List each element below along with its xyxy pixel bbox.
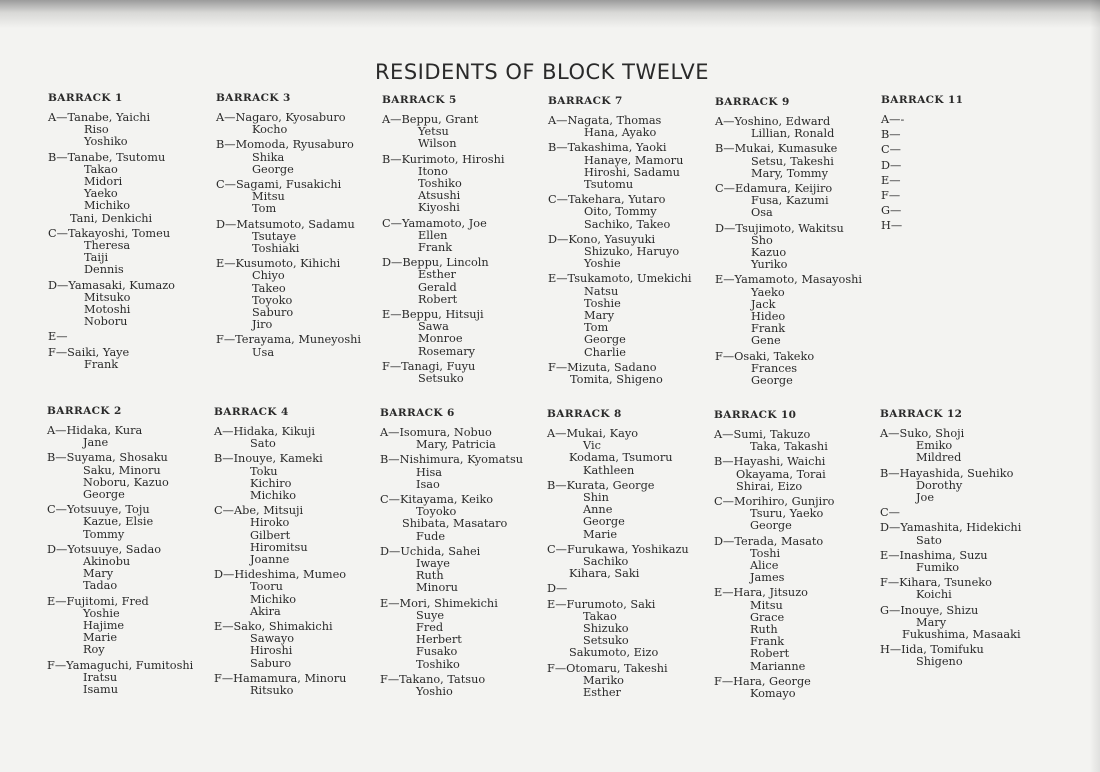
unit-entry: E—Hara, Jitsuzo [714, 586, 808, 600]
unit-entry: A—Beppu, Grant [382, 113, 479, 126]
resident-name: Isamu [83, 683, 118, 697]
resident-name: Esther [583, 686, 621, 700]
resident-name: Toshi [750, 546, 781, 560]
unit-entry: E—Inashima, Suzu [880, 548, 988, 562]
barrack-heading: BARRACK 8 [547, 408, 622, 420]
resident-name: Herbert [416, 633, 462, 647]
unit-entry: B—Kurimoto, Hiroshi [382, 152, 505, 166]
resident-name: Michiko [250, 592, 297, 606]
resident-name: Takeo [252, 281, 286, 295]
resident-name: Fred [416, 621, 444, 635]
resident-name: Joanne [250, 553, 290, 567]
unit-entry: F—Otomaru, Takeshi [547, 661, 668, 675]
unit-entry: E—Mori, Shimekichi [380, 596, 498, 610]
resident-name: Anne [583, 503, 613, 517]
unit-entry: A—Yoshino, Edward [715, 115, 831, 128]
resident-name: Yuriko [751, 258, 788, 272]
barrack-heading: BARRACK 1 [48, 92, 123, 104]
unit-entry: D—Yamashita, Hidekichi [880, 521, 1022, 535]
page-top-shadow [0, 0, 1100, 28]
resident-name: Marie [83, 631, 118, 645]
resident-name: Marianne [750, 659, 806, 673]
unit-entry: D—Matsumoto, Sadamu [216, 217, 355, 231]
unit-entry: E—Tsukamoto, Umekichi [548, 272, 692, 286]
barrack-heading: BARRACK 11 [881, 94, 964, 106]
resident-name: Esther [418, 268, 456, 282]
resident-name: Setsuko [418, 372, 464, 386]
resident-name: Yetsu [418, 125, 449, 139]
resident-name: Kazue, Elsie [83, 515, 154, 529]
barrack-column [548, 95, 716, 386]
unit-entry: F—Saiki, Yaye [48, 345, 130, 359]
unit-entry: D—Hideshima, Mumeo [214, 568, 347, 582]
resident-name: Sato [250, 437, 276, 451]
resident-name: Marie [583, 527, 618, 541]
unit-entry: F—Hamamura, Minoru [214, 671, 347, 685]
barrack-heading: BARRACK 7 [548, 95, 623, 107]
resident-name: Toyoko [416, 505, 457, 519]
resident-name: Sawayo [250, 632, 295, 646]
resident-name: Roy [83, 643, 105, 657]
resident-name: Tom [584, 321, 609, 335]
resident-name: Hideo [751, 310, 786, 324]
unit-entry: C—Takayoshi, Tomeu [48, 226, 171, 240]
unit-entry: B—Takashima, Yaoki [548, 141, 667, 155]
resident-name: Shizuko [583, 622, 629, 636]
resident-name: Alice [750, 559, 779, 573]
unit-entry: C—Furukawa, Yoshikazu [547, 542, 689, 556]
resident-name: Wilson [418, 137, 457, 151]
resident-name: Robert [418, 292, 458, 306]
resident-name: Hisa [416, 465, 442, 479]
resident-name: Yoshio [416, 685, 453, 699]
unit-entry: A—Isomura, Nobuo [380, 426, 492, 439]
resident-name: Taiji [84, 251, 109, 265]
unit-entry: D—Yamasaki, Kumazo [48, 278, 175, 292]
unit-entry: A—Tanabe, Yaichi [48, 111, 151, 124]
resident-name: Mary [584, 309, 615, 323]
resident-name: Gene [751, 334, 781, 348]
page-right-edge [1090, 0, 1100, 772]
unit-entry: C—Edamura, Keijiro [715, 182, 833, 196]
resident-name: Gerald [418, 280, 457, 294]
resident-name: George [252, 162, 294, 176]
resident-name: Sato [916, 533, 942, 547]
barrack-heading: BARRACK 10 [714, 409, 797, 421]
resident-name: Saburo [252, 306, 294, 320]
unit-entry: C—Sagami, Fusakichi [216, 178, 342, 192]
resident-name: Tsuru, Yaeko [750, 507, 824, 521]
resident-name: George [584, 333, 626, 347]
unit-entry: F—Yamaguchi, Fumitoshi [47, 658, 194, 672]
resident-name: George [751, 374, 793, 388]
unit-entry: E—Beppu, Hitsuji [382, 308, 484, 322]
unit-entry: A—Nagata, Thomas [548, 114, 662, 127]
resident-name: Kodama, Tsumoru [569, 451, 673, 465]
unit-entry: A—- [881, 113, 905, 126]
unit-entry: D— [547, 582, 568, 596]
unit-entry: B—Hayashida, Suehiko [880, 466, 1014, 480]
unit-entry: B—Mukai, Kumasuke [715, 142, 838, 156]
barrack-heading: BARRACK 9 [715, 96, 790, 108]
resident-name: Rosemary [418, 344, 476, 358]
resident-name: Shika [252, 150, 285, 164]
resident-name: Shigeno [916, 655, 963, 669]
resident-name: Michiko [250, 489, 297, 503]
resident-name: Mildred [916, 451, 962, 465]
unit-entry: F—Takano, Tatsuo [380, 672, 486, 686]
unit-entry: F— [881, 189, 901, 203]
barrack-heading: BARRACK 5 [382, 94, 457, 106]
resident-name: Emiko [916, 439, 953, 453]
unit-entry: D— [881, 158, 902, 172]
resident-name: Ruth [750, 623, 778, 637]
resident-name: Sachiko [583, 555, 629, 569]
resident-name: Kihara, Saki [569, 567, 640, 581]
resident-name: Toshiko [418, 177, 462, 191]
resident-name: Dorothy [916, 478, 963, 492]
unit-entry: F—Terayama, Muneyoshi [216, 333, 362, 347]
resident-name: Lillian, Ronald [751, 127, 835, 141]
resident-name: Hiroko [250, 516, 290, 530]
resident-name: Michiko [84, 199, 131, 213]
unit-entry: C—Takehara, Yutaro [548, 193, 666, 207]
resident-name: Joe [916, 491, 935, 505]
resident-name: Tooru [250, 580, 283, 594]
resident-name: Tani, Denkichi [70, 211, 153, 225]
resident-name: Koichi [916, 588, 952, 602]
resident-name: George [583, 515, 625, 529]
resident-name: Kathleen [583, 463, 635, 477]
unit-entry: C—Yamamoto, Joe [382, 216, 487, 230]
resident-name: Shibata, Masataro [402, 517, 508, 531]
resident-name: Takao [84, 162, 118, 176]
unit-entry: E—Furumoto, Saki [547, 597, 656, 611]
resident-name: Frank [751, 322, 786, 336]
barrack-heading: BARRACK 2 [47, 405, 122, 417]
resident-name: Mitsuko [84, 290, 131, 304]
unit-entry: C— [880, 506, 900, 520]
unit-entry: B—Suyama, Shosaku [47, 451, 168, 465]
resident-name: Fumiko [916, 561, 960, 575]
resident-name: Kichiro [250, 476, 292, 490]
unit-entry: E— [881, 173, 901, 187]
barrack-heading: BARRACK 6 [380, 407, 455, 419]
unit-entry: A—Sumi, Takuzo [714, 428, 811, 441]
resident-name: Robert [750, 647, 790, 661]
resident-name: Atsushi [418, 189, 461, 203]
unit-entry: C— [881, 143, 901, 157]
resident-name: Yaeko [84, 187, 118, 201]
resident-name: Toku [250, 464, 278, 478]
unit-entry: D—Beppu, Lincoln [382, 256, 489, 270]
resident-name: Tomita, Shigeno [570, 373, 663, 387]
resident-name: Theresa [84, 239, 131, 253]
resident-name: Noboru, Kazuo [83, 475, 169, 489]
resident-name: Jane [83, 436, 109, 450]
resident-name: Sakumoto, Eizo [569, 646, 659, 660]
resident-name: Toshiko [416, 657, 460, 671]
unit-entry: C—Kitayama, Keiko [380, 493, 494, 507]
page-title: RESIDENTS OF BLOCK TWELVE [374, 60, 710, 84]
resident-name: George [83, 488, 125, 502]
resident-name: Midori [84, 175, 123, 189]
resident-name: Hajime [83, 619, 125, 633]
resident-name: Ritsuko [250, 684, 294, 698]
resident-name: Shin [583, 491, 609, 505]
unit-entry: A—Suko, Shoji [880, 427, 965, 440]
resident-name: Jack [751, 297, 776, 311]
resident-name: Oito, Tommy [584, 205, 657, 219]
resident-name: Taka, Takashi [750, 440, 828, 454]
unit-entry: B—Kurata, George [547, 478, 655, 492]
resident-name: Fude [416, 529, 446, 543]
resident-name: Hiroshi [250, 644, 293, 658]
unit-entry: E—Yamamoto, Masayoshi [715, 273, 863, 287]
unit-entry: B—Inouye, Kameki [214, 452, 323, 466]
unit-entry: D—Yotsuuye, Sadao [47, 542, 162, 556]
resident-name: Sho [751, 233, 773, 247]
resident-name: Iwaye [416, 557, 450, 571]
resident-name: Sachiko, Takeo [584, 217, 671, 231]
resident-name: Takao [583, 609, 617, 623]
resident-name: Kiyoshi [418, 201, 460, 215]
resident-name: Frank [750, 635, 785, 649]
resident-name: Kazuo [751, 246, 787, 260]
barrack-column [715, 96, 883, 387]
unit-entry: D—Terada, Masato [714, 534, 824, 548]
barrack-column [881, 94, 1049, 233]
unit-entry: E—Sako, Shimakichi [214, 620, 333, 634]
resident-name: Hana, Ayako [584, 126, 657, 140]
unit-entry: B—Momoda, Ryusaburo [216, 138, 354, 152]
barrack-column [216, 92, 384, 359]
resident-name: Mary [916, 615, 947, 629]
resident-name: Mariko [583, 673, 624, 687]
unit-entry: B— [881, 128, 901, 142]
unit-entry: F—Kihara, Tsuneko [880, 576, 992, 590]
resident-name: Tommy [83, 527, 125, 541]
barrack-column [47, 405, 215, 696]
resident-name: Minoru [416, 581, 458, 595]
resident-name: Tsutaye [252, 229, 297, 243]
resident-name: Usa [252, 345, 275, 359]
unit-entry: F—Hara, George [714, 674, 811, 688]
resident-name: James [750, 571, 785, 585]
resident-name: Natsu [584, 284, 619, 298]
resident-name: Shirai, Eizo [736, 479, 803, 493]
resident-name: Mary, Patricia [416, 438, 496, 452]
unit-entry: G—Inouye, Shizu [880, 603, 979, 617]
unit-entry: E— [48, 330, 68, 344]
resident-name: Mary, Tommy [751, 166, 829, 180]
barrack-column [880, 408, 1048, 669]
resident-name: Hiromitsu [250, 540, 308, 554]
barrack-heading: BARRACK 4 [214, 406, 289, 418]
unit-entry: A—Hidaka, Kikuji [214, 425, 315, 438]
resident-name: Frank [84, 357, 119, 371]
resident-name: Toshie [584, 296, 621, 310]
resident-name: Vic [583, 439, 601, 453]
resident-name: Iratsu [83, 670, 118, 684]
resident-name: Itono [418, 164, 448, 178]
barrack-heading: BARRACK 12 [880, 408, 963, 420]
unit-entry: A—Hidaka, Kura [47, 424, 143, 437]
resident-name: Charlie [584, 345, 626, 359]
unit-entry: C—Morihiro, Gunjiro [714, 495, 835, 509]
resident-name: Yaeko [751, 285, 785, 299]
resident-name: Akira [250, 604, 281, 618]
unit-entry: D—Kono, Yasuyuki [548, 232, 656, 246]
resident-name: Toyoko [252, 293, 293, 307]
resident-name: Motoshi [84, 303, 131, 317]
resident-name: Mitsu [252, 190, 285, 204]
resident-name: Mary [83, 567, 114, 581]
barrack-column [214, 406, 382, 697]
resident-name: Sawa [418, 320, 449, 334]
unit-entry: B—Tanabe, Tsutomu [48, 150, 166, 164]
unit-entry: A—Mukai, Kayo [547, 427, 639, 440]
resident-name: Frances [751, 361, 798, 375]
resident-name: Grace [750, 610, 785, 624]
barrack-column [48, 92, 216, 371]
resident-name: Ruth [416, 569, 444, 583]
resident-name: Jiro [252, 318, 273, 332]
resident-name: Frank [418, 241, 453, 255]
resident-name: Mitsu [750, 598, 783, 612]
unit-entry: B—Nishimura, Kyomatsu [380, 453, 524, 467]
resident-name: Okayama, Torai [736, 467, 826, 481]
barrack-column [714, 409, 882, 700]
unit-entry: H— [881, 219, 903, 233]
unit-entry: F—Osaki, Takeko [715, 349, 815, 363]
resident-name: Setsu, Takeshi [751, 154, 834, 168]
resident-name: Osa [751, 206, 773, 220]
unit-entry: F—Mizuta, Sadano [548, 360, 657, 374]
unit-entry: G— [881, 204, 902, 218]
resident-name: Shizuko, Haruyo [584, 245, 680, 259]
barrack-column [380, 407, 548, 698]
unit-entry: C—Yotsuuye, Toju [47, 503, 150, 517]
resident-name: Dennis [84, 263, 124, 277]
resident-name: Suye [416, 608, 445, 622]
resident-name: Hanaye, Mamoru [584, 153, 684, 167]
resident-name: George [750, 519, 792, 533]
resident-name: Komayo [750, 687, 796, 701]
resident-name: Tsutomu [584, 178, 634, 192]
resident-name: Saburo [250, 656, 292, 670]
resident-name: Monroe [418, 332, 463, 346]
unit-entry: B—Hayashi, Waichi [714, 455, 826, 469]
resident-name: Tom [252, 202, 277, 216]
resident-name: Kocho [252, 123, 288, 137]
resident-name: Ellen [418, 228, 448, 242]
resident-name: Fusa, Kazumi [751, 194, 829, 208]
resident-name: Saku, Minoru [83, 463, 161, 477]
resident-name: Noboru [84, 315, 128, 329]
barrack-column [382, 94, 550, 385]
resident-name: Tadao [83, 579, 118, 593]
barrack-column [547, 408, 715, 699]
resident-name: Toshiaki [252, 242, 300, 256]
resident-name: Gilbert [250, 528, 291, 542]
unit-entry: C—Abe, Mitsuji [214, 504, 304, 518]
unit-entry: D—Uchida, Sahei [380, 544, 481, 558]
unit-entry: E—Fujitomi, Fred [47, 594, 149, 608]
resident-name: Riso [84, 123, 109, 137]
resident-name: Chiyo [252, 269, 285, 283]
resident-name: Hiroshi, Sadamu [584, 165, 680, 179]
unit-entry: E—Kusumoto, Kihichi [216, 257, 341, 271]
resident-name: Yoshie [83, 606, 120, 620]
resident-name: Fukushima, Masaaki [902, 628, 1021, 642]
resident-name: Yoshie [584, 257, 621, 271]
unit-entry: F—Tanagi, Fuyu [382, 359, 476, 373]
barrack-heading: BARRACK 3 [216, 92, 291, 104]
unit-entry: H—Iida, Tomifuku [880, 643, 984, 657]
resident-name: Akinobu [83, 555, 131, 569]
resident-name: Isao [416, 477, 440, 491]
unit-entry: D—Tsujimoto, Wakitsu [715, 221, 844, 235]
resident-name: Setsuko [583, 634, 629, 648]
unit-entry: A—Nagaro, Kyosaburo [216, 111, 346, 124]
resident-name: Yoshiko [84, 135, 128, 149]
resident-name: Fusako [416, 645, 458, 659]
